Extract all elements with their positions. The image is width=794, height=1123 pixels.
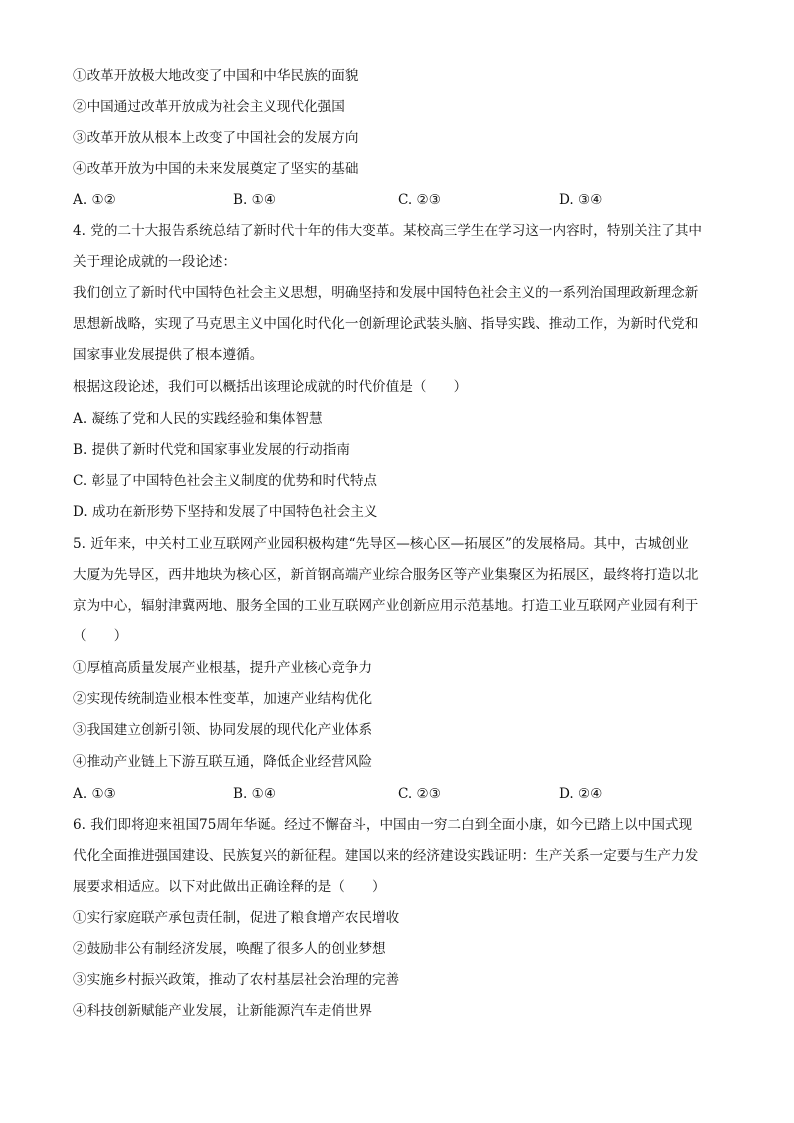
q6-statement-4: ④科技创新赋能产业发展，让新能源汽车走俏世界	[73, 1003, 373, 1019]
q6-stem-line-1: 6. 我们即将迎来祖国75周年华诞。经过不懈奋斗，中国由一穷二白到全面小康，如今已踏上以中国式现	[73, 817, 693, 833]
q5-statement-1: ①厚植高质量发展产业根基，提升产业核心竞争力	[73, 660, 373, 676]
q5-option-c[interactable]: C. ②③	[398, 786, 441, 802]
q3-statement-3: ③改革开放从根本上改变了中国社会的发展方向	[73, 130, 359, 146]
q5-stem-line-1: 5. 近年来，中关村工业互联网产业园积极构建“先导区—核心区—拓展区”的发展格局。其中，古城创业	[73, 536, 689, 552]
q6-stem-line-2: 代化全面推进强国建设、民族复兴的新征程。建国以来的经济建设实践证明：生产关系一定要与生产力发	[73, 848, 699, 864]
q3-statement-2: ②中国通过改革开放成为社会主义现代化强国	[73, 99, 345, 115]
q3-options	[73, 190, 733, 210]
q5-statement-2: ②实现传统制造业根本性变革，加速产业结构优化	[73, 691, 373, 707]
q6-statement-2: ②鼓励非公有制经济发展，唤醒了很多人的创业梦想	[73, 941, 386, 957]
q4-stem-line-2: 关于理论成就的一段论述：	[73, 254, 237, 270]
q4-stem-line-1: 4. 党的二十大报告系统总结了新时代十年的伟大变革。某校高三学生在学习这一内容时，特别关注了其中	[73, 223, 703, 239]
q6-statement-3: ③实施乡村振兴政策，推动了农村基层社会治理的完善	[73, 972, 400, 988]
q5-options	[73, 784, 733, 804]
q3-statement-4: ④改革开放为中国的未来发展奠定了坚实的基础	[73, 161, 359, 177]
q5-stem-line-4: （ ）	[73, 628, 128, 644]
q6-stem-line-3: 展要求相适应。以下对此做出正确诠释的是（ ）	[73, 879, 386, 895]
q4-choice-c[interactable]: C. 彰显了中国特色社会主义制度的优势和时代特点	[73, 473, 378, 489]
q4-question: 根据这段论述，我们可以概括出该理论成就的时代价值是（ ）	[73, 379, 468, 395]
q4-choice-a[interactable]: A. 凝练了党和人民的实践经验和集体智慧	[73, 411, 323, 427]
q4-quote-line-1: 我们创立了新时代中国特色社会主义思想，明确坚持和发展中国特色社会主义的一系列治国理政新理念新	[73, 285, 699, 301]
q4-quote-line-2: 思想新战略，实现了马克思主义中国化时代化一创新理论武装头脑、指导实践、推动工作，为新时代党和	[73, 316, 699, 332]
q5-option-d[interactable]: D. ②④	[559, 786, 603, 802]
q4-choice-b[interactable]: B. 提供了新时代党和国家事业发展的行动指南	[73, 442, 350, 458]
q5-option-a[interactable]: A. ①③	[73, 786, 116, 802]
q4-quote-line-3: 国家事业发展提供了根本遵循。	[73, 347, 264, 363]
q5-statement-3: ③我国建立创新引领、协同发展的现代化产业体系	[73, 722, 373, 738]
q5-option-b[interactable]: B. ①④	[233, 786, 277, 802]
q3-option-b[interactable]: B. ①④	[233, 192, 277, 208]
q5-stem-line-2: 大厦为先导区，西井地块为核心区，新首钢高端产业综合服务区等产业集聚区为拓展区，最终将打造以北	[73, 567, 699, 583]
q3-option-d[interactable]: D. ③④	[559, 192, 603, 208]
q3-option-c[interactable]: C. ②③	[398, 192, 441, 208]
q3-option-a[interactable]: A. ①②	[73, 192, 116, 208]
q5-statement-4: ④推动产业链上下游互联互通，降低企业经营风险	[73, 754, 373, 770]
q5-stem-line-3: 京为中心，辐射津冀两地、服务全国的工业互联网产业创新应用示范基地。打造工业互联网产业园有利于	[73, 598, 699, 614]
q4-choice-d[interactable]: D. 成功在新形势下坚持和发展了中国特色社会主义	[73, 504, 378, 520]
q3-statement-1: ①改革开放极大地改变了中国和中华民族的面貌	[73, 68, 359, 84]
q6-statement-1: ①实行家庭联产承包责任制，促进了粮食增产农民增收	[73, 910, 400, 926]
